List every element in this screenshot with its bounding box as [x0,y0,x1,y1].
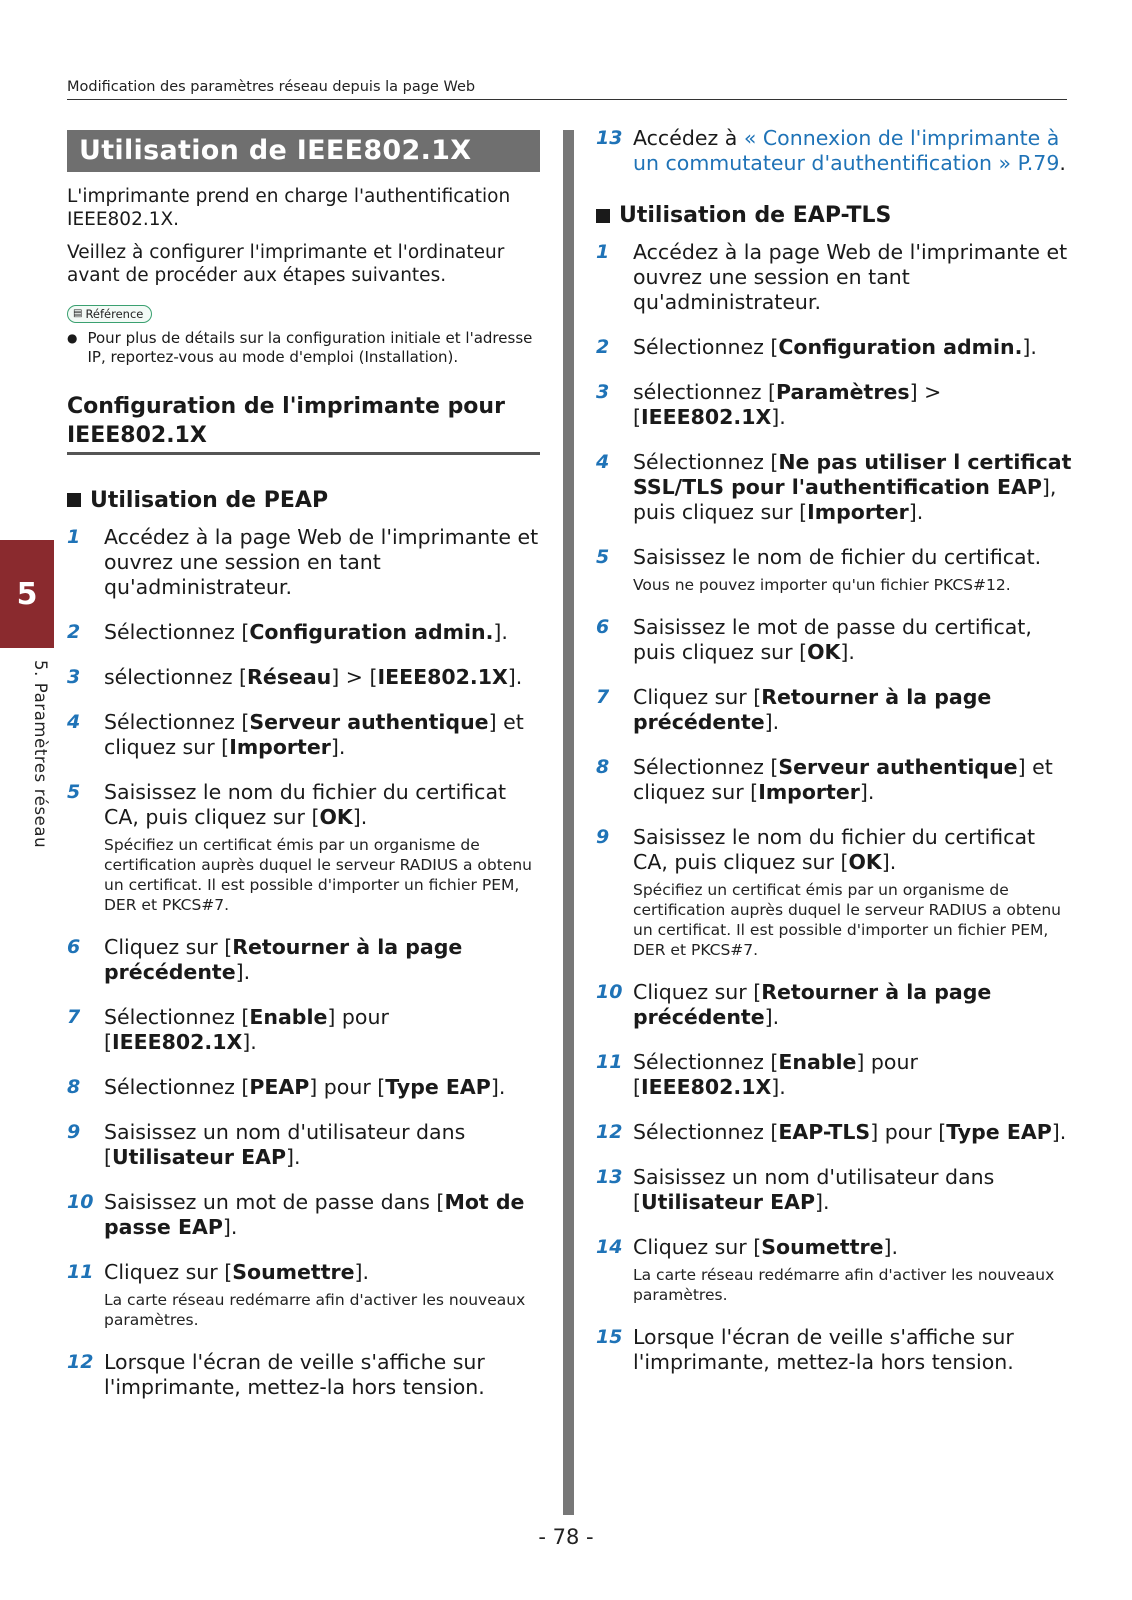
book-icon: ▤ [73,308,83,319]
step-body [104,1005,540,1055]
step-body [633,335,1072,360]
ui-term: Serveur authentique [778,755,1018,779]
step-body [633,685,1072,735]
step-body [633,450,1072,525]
step-text-segment: Saisissez le nom de fichier du certificat. [633,545,1042,569]
step-item [67,710,540,760]
step-body [633,545,1072,595]
step-body [104,1075,540,1100]
ui-term: IEEE802.1X [377,664,508,689]
eaptls-heading [596,203,1072,228]
step-body [633,126,1072,176]
step-text-segment: ]. [242,1029,257,1054]
step-text-segment: ]. [1022,335,1037,359]
chapter-number: 5 [16,576,38,612]
step-item [596,240,1072,315]
step-number: 7 [596,686,610,708]
step-body [633,1165,1072,1215]
step-text-segment: ]. [354,1259,370,1284]
step-text-segment: Lorsque l'écran de veille s'affiche sur l'imprimante, mettez-la hors tension. [633,1325,1014,1374]
step-text-segment: ]. [507,664,523,689]
step-body [104,1190,540,1240]
step-item [596,825,1072,960]
ui-term: Type EAP [385,1074,491,1099]
chapter-tab[interactable] [0,540,54,648]
step-text-segment: ]. [764,1005,780,1029]
step-text-segment: Sélectionnez [ [633,335,779,359]
step-text [633,545,1072,570]
step-text-segment: ] pour [ [870,1120,947,1144]
step-body [104,665,540,690]
step-item [596,1050,1072,1100]
step-body [104,935,540,985]
step-text-segment: Sélectionnez [ [104,1074,250,1099]
step-text-segment: Cliquez sur [ [104,934,233,959]
step-number: 11 [596,1051,623,1073]
step-text [633,335,1072,360]
step-body [633,755,1072,805]
eaptls-heading-text: Utilisation de EAP-TLS [619,203,892,228]
step-item [67,780,540,915]
step-text-segment: . [1059,151,1066,175]
square-bullet-icon [596,209,610,223]
step-text-segment: Accédez à [633,126,744,150]
ui-term: Serveur authentique [249,709,489,734]
step-text [633,380,1072,430]
cross-reference-link[interactable]: « Connexion de l'imprimante à un commutateur d'authentification » P.79 [633,126,1060,175]
step-text-segment: ]. [764,710,780,734]
step-number: 7 [67,1005,81,1028]
step-text [633,1235,1072,1260]
step-number: 8 [596,756,610,778]
step-text [104,780,540,830]
step-item [596,615,1072,665]
step-item [596,980,1072,1030]
page-number: - 78 - [538,1525,594,1549]
step-text-segment: ]. [840,640,855,664]
step-text-segment: ]. [330,734,346,759]
step-body [633,380,1072,430]
continued-step [596,126,1072,176]
step-text-segment: ] > [ [331,664,378,689]
step-text-segment: Sélectionnez [ [633,450,779,474]
step-text-segment: sélectionnez [ [104,664,248,689]
step-text-segment: Sélectionnez [ [104,1004,250,1029]
step-number: 4 [67,710,81,733]
ui-term: Configuration admin. [249,619,494,644]
step-text-segment: Sélectionnez [ [104,709,250,734]
step-body [104,1350,540,1400]
step-item [67,620,540,645]
step-text [633,1050,1072,1100]
step-text-segment: ] et cliquez sur [ [104,709,524,759]
ui-term: Configuration admin. [778,335,1023,359]
reference-badge[interactable] [67,305,152,323]
step-number: 13 [596,1166,623,1188]
ui-term: Mot de passe EAP [104,1189,525,1239]
step-note: Spécifiez un certificat émis par un organisme de certification auprès duquel le serveur RADIUS a obtenu un certificat. Il est possible d'importer un fichier PEM, DER et PKCS#7. [633,881,1061,959]
step-text-segment: Cliquez sur [ [633,685,762,709]
left-column [67,130,540,1420]
step-number: 8 [67,1075,81,1098]
step-number: 1 [67,525,81,548]
ui-term: IEEE802.1X [112,1029,243,1054]
step-body [633,1120,1072,1145]
step-text [633,1325,1072,1375]
step-text [104,620,540,645]
ui-term: Utilisateur EAP [112,1144,286,1169]
step-text-segment: ]. [490,1074,506,1099]
step-number: 4 [596,451,610,473]
ui-term: Soumettre [761,1235,884,1259]
subsection-title: Configuration de l'imprimante pour IEEE802.1X [67,392,540,455]
ui-term: Retourner à la page précédente [104,934,463,984]
step-text-segment: ]. [1051,1120,1067,1144]
step-item [596,755,1072,805]
step-text-segment: ]. [771,1075,786,1099]
step-body [104,1120,540,1170]
ui-term: PEAP [249,1074,310,1099]
step-item [596,1120,1072,1145]
step-number: 2 [596,336,610,358]
step-text-segment: Accédez à la page Web de l'imprimante et ouvrez une session en tant qu'administrateur. [633,240,1068,314]
step-text [633,450,1072,525]
step-text-segment: Saisissez le nom du fichier du certificat CA, puis cliquez sur [ [104,779,507,829]
ui-term: Paramètres [776,380,910,404]
peap-step-list [67,525,540,1400]
reference-bullet [67,329,540,367]
step-text-segment: Saisissez le mot de passe du certificat, puis cliquez sur [ [633,615,1032,664]
step-number: 14 [596,1236,623,1258]
step-text-segment: ] pour [ [104,1004,389,1054]
step-text-segment: ], puis cliquez sur [ [633,475,1057,524]
ui-term: Utilisateur EAP [641,1190,815,1214]
square-bullet-icon [67,493,81,507]
step-body [633,240,1072,315]
step-number: 12 [67,1350,94,1373]
step-text [104,710,540,760]
ui-term: IEEE802.1X [641,1075,772,1099]
step-item [67,935,540,985]
step-body [633,1235,1072,1305]
step-item [596,685,1072,735]
step-text-segment: ]. [881,850,897,874]
step-text-segment: ]. [493,619,508,644]
step-item [67,1005,540,1055]
step-text-segment: ]. [883,1235,899,1259]
step-text-segment: ]. [222,1214,238,1239]
step-text-segment: ] et cliquez sur [ [633,755,1053,804]
peap-heading [67,488,540,513]
step-text-segment: ]. [352,804,368,829]
step-body [104,710,540,760]
step-text-segment: Sélectionnez [ [104,619,250,644]
step-number: 12 [596,1121,623,1143]
step-number: 9 [67,1120,81,1143]
step-note: La carte réseau redémarre afin d'activer les nouveaux paramètres. [633,1266,1055,1304]
step-item [67,1260,540,1330]
step-body [633,1050,1072,1100]
step-item [67,1190,540,1240]
step-item [596,1165,1072,1215]
step-text-segment: Saisissez un nom d'utilisateur dans [ [104,1119,466,1169]
step-text-segment: ] pour [ [309,1074,386,1099]
step-text-segment: ]. [771,405,786,429]
step-number: 10 [596,981,623,1003]
intro-paragraph-1: L'imprimante prend en charge l'authentification IEEE802.1X. [67,186,511,230]
step-text [633,755,1072,805]
step-text-segment: sélectionnez [ [633,380,777,404]
ui-term: IEEE802.1X [641,405,772,429]
right-column [596,126,1072,1395]
step-text [633,980,1072,1030]
eaptls-step-list [596,240,1072,1375]
step-note: Vous ne pouvez importer qu'un fichier PKCS#12. [633,576,1011,594]
step-text [633,1165,1072,1215]
ui-term: Importer [229,734,331,759]
step-text-segment: Cliquez sur [ [104,1259,233,1284]
step-number: 11 [67,1260,94,1283]
step-text [633,240,1072,315]
step-number: 13 [596,127,623,149]
ui-term: OK [319,804,353,829]
running-head: Modification des paramètres réseau depuis la page Web [67,79,476,95]
step-item [596,450,1072,525]
step-text [104,1005,540,1055]
step-text-segment: ]. [286,1144,301,1169]
step-text [633,1120,1072,1145]
step-text-segment: ]. [235,959,251,984]
step-number: 3 [67,665,81,688]
step-text [633,126,1072,176]
step-body [633,980,1072,1030]
step-item [596,1235,1072,1305]
ui-term: Réseau [247,664,332,689]
step-text [104,1350,540,1400]
step-text-segment: Cliquez sur [ [633,980,762,1004]
step-body [104,525,540,600]
step-text-segment: Saisissez un nom d'utilisateur dans [ [633,1165,995,1214]
bullet-dot-icon: ● [67,330,78,345]
step-text-segment: Sélectionnez [ [633,1120,779,1144]
step-item [67,1350,540,1400]
step-text-segment: Accédez à la page Web de l'imprimante et ouvrez une session en tant qu'administrateur. [104,524,539,599]
step-text [104,1075,540,1100]
step-item [596,126,1072,176]
step-text-segment: Saisissez un mot de passe dans [ [104,1189,445,1214]
step-number: 2 [67,620,81,643]
step-number: 6 [67,935,81,958]
step-number: 1 [596,241,610,263]
step-item [67,665,540,690]
step-body [104,780,540,915]
step-note: Spécifiez un certificat émis par un organisme de certification auprès duquel le serveur RADIUS a obtenu un certificat. Il est possible d'importer un fichier PEM, DER et PKCS#7. [104,835,532,914]
step-text-segment: ]. [815,1190,830,1214]
step-item [67,1120,540,1170]
step-number: 5 [67,780,81,803]
step-note: La carte réseau redémarre afin d'activer les nouveaux paramètres. [104,1290,526,1329]
ui-term: Soumettre [232,1259,355,1284]
reference-text: Pour plus de détails sur la configuration initiale et l'adresse IP, reportez-vous au mode d'emploi (Installation). [87,328,533,366]
step-item [596,1325,1072,1375]
step-text [633,825,1072,875]
step-text [104,665,540,690]
peap-heading-text: Utilisation de PEAP [90,487,329,513]
step-number: 9 [596,826,610,848]
reference-label: Référence [85,306,144,321]
step-number: 3 [596,381,610,403]
step-text [104,1120,540,1170]
header-rule [67,99,1067,100]
reference-box [67,301,540,367]
step-text-segment: ]. [859,780,875,804]
step-text-segment: ] pour [ [633,1050,918,1099]
step-text [633,685,1072,735]
ui-term: Enable [249,1004,328,1029]
ui-term: OK [848,850,882,874]
step-number: 6 [596,616,610,638]
chapter-title-vertical: 5. Paramètres réseau [31,660,50,849]
section-title: Utilisation de IEEE802.1X [67,130,540,172]
ui-term: EAP-TLS [778,1120,871,1144]
step-text-segment: Sélectionnez [ [633,755,779,779]
ui-term: Importer [758,780,860,804]
ui-term: Retourner à la page précédente [633,980,992,1029]
step-text [633,615,1072,665]
column-divider [563,130,574,1515]
step-body [633,615,1072,665]
step-item [596,545,1072,595]
step-body [633,1325,1072,1375]
ui-term: Retourner à la page précédente [633,685,992,734]
step-body [104,620,540,645]
step-text-segment: Lorsque l'écran de veille s'affiche sur l'imprimante, mettez-la hors tension. [104,1349,485,1399]
step-text [104,935,540,985]
intro-paragraph-2: Veillez à configurer l'imprimante et l'ordinateur avant de procéder aux étapes suivantes. [67,242,505,286]
ui-term: OK [807,640,841,664]
ui-term: Type EAP [946,1120,1052,1144]
step-text [104,1190,540,1240]
step-item [67,525,540,600]
step-item [596,380,1072,430]
step-number: 15 [596,1326,623,1348]
step-number: 5 [596,546,610,568]
ui-term: Ne pas utiliser l certificat SSL/TLS pour l'authentification EAP [633,450,1072,499]
step-text [104,525,540,600]
step-text-segment: Sélectionnez [ [633,1050,779,1074]
step-item [596,335,1072,360]
step-text-segment: ] > [ [633,380,942,429]
step-body [104,1260,540,1330]
step-text-segment: Saisissez le nom du fichier du certificat CA, puis cliquez sur [ [633,825,1036,874]
step-text [104,1260,540,1285]
ui-term: Importer [807,500,909,524]
step-item [67,1075,540,1100]
step-body [633,825,1072,960]
ui-term: Enable [778,1050,857,1074]
step-number: 10 [67,1190,94,1213]
step-text-segment: Cliquez sur [ [633,1235,762,1259]
step-text-segment: ]. [908,500,924,524]
